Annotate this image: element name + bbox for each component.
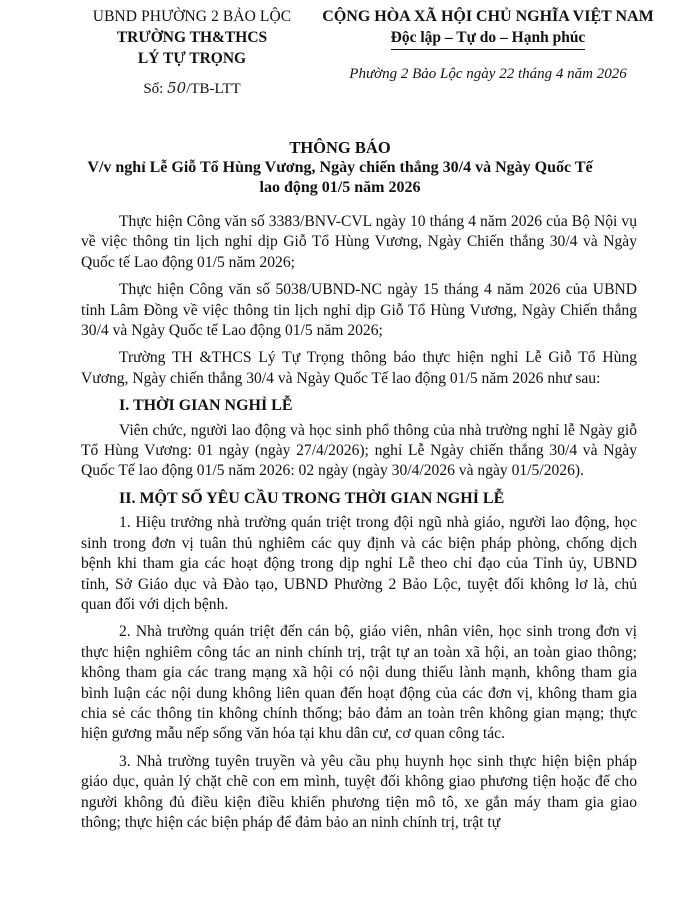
- national-motto: Độc lập – Tự do – Hạnh phúc: [391, 27, 586, 50]
- paragraph-requirement-3: 3. Nhà trường tuyên truyền và yêu cầu phụ huynh học sinh thực hiện biện pháp giáo dục, quản lý chặt chẽ con em mình, tuyệt đối không giao phương tiện hoặc để cho người không đủ điều kiện điều khiển phương tiện mô tô, xe gắn máy tham gia giao thông; thực hiện các biện pháp để đảm bảo an ninh chính trị, trật tự: [81, 752, 637, 831]
- document-subject-line1: V/v nghỉ Lễ Giỗ Tổ Hùng Vương, Ngày chiến thắng 30/4 và Ngày Quốc Tế: [87, 159, 593, 176]
- school-name-line1: TRƯỜNG TH&THCS: [116, 29, 268, 46]
- section-heading-1: I. THỜI GIAN NGHỈ LỄ: [119, 397, 293, 415]
- document-body: [81, 212, 637, 840]
- national-title: CỘNG HÒA XÃ HỘI CHỦ NGHĨA VIỆT NAM: [322, 8, 654, 25]
- paragraph-reference-2: Thực hiện Công văn số 5038/UBND-NC ngày 15 tháng 4 năm 2026 của UBND tỉnh Lâm Đồng về việc thông tin lịch nghỉ dịp Giỗ Tổ Hùng Vương, Ngày Chiến thắng 30/4 và Ngày Quốc tế Lao động 01/5 năm 2026;: [81, 281, 637, 340]
- national-header-block: [308, 6, 668, 85]
- document-number-value: 50: [167, 79, 187, 97]
- document-heading: THÔNG BÁO: [289, 138, 391, 157]
- document-number-prefix: Số:: [143, 81, 168, 97]
- section-heading-2: II. MỘT SỐ YÊU CẦU TRONG THỜI GIAN NGHỈ LỄ: [119, 489, 505, 507]
- document-subject-line2: lao động 01/5 năm 2026: [259, 179, 421, 196]
- document-number: [78, 78, 306, 100]
- paragraph-announcement: Trường TH &THCS Lý Tự Trọng thông báo thực hiện nghỉ Lễ Giỗ Tổ Hùng Vương, Ngày chiến thắng 30/4 và Ngày Quốc Tế lao động 01/5 năm 2026 như sau:: [81, 349, 637, 387]
- issuing-organization-block: [78, 6, 306, 100]
- parent-organization: UBND PHƯỜNG 2 BẢO LỘC: [92, 8, 292, 25]
- paragraph-requirement-1: 1. Hiệu trưởng nhà trường quán triệt trong đội ngũ nhà giáo, người lao động, học sinh trong đơn vị tuân thủ nghiêm các quy định và các biện pháp phòng, chống dịch bệnh khi tham gia các hoạt động trong dịp nghỉ Lễ theo chỉ đạo của Tỉnh ủy, UBND tỉnh, Sở Giáo dục và Đào tạo, UBND Phường 2 Bảo Lộc, tuyệt đối không lơ là, chủ quan đối với dịch bệnh.: [81, 514, 637, 613]
- place-and-date: [308, 64, 668, 85]
- place-date-prefix: Phường 2 Bảo Lộc ngày: [349, 66, 500, 82]
- paragraph-holiday-schedule: Viên chức, người lao động và học sinh phổ thông của nhà trường nghỉ lễ Ngày giỗ Tổ Hùng Vương: 01 ngày (ngày 27/4/2026); nghỉ Lễ Ngày chiến thắng 30/4 và Ngày Quốc Tế lao động 01/5 năm 2026: 02 ngày (ngày 30/4/2026 và ngày 01/5/2026).: [81, 421, 637, 480]
- document-number-suffix: /TB-LTT: [186, 81, 241, 97]
- place-date-suffix: tháng 4 năm 2026: [514, 66, 627, 82]
- school-name-line2: LÝ TỰ TRỌNG: [137, 50, 247, 67]
- document-title-block: [40, 138, 640, 198]
- paragraph-requirement-2: 2. Nhà trường quán triệt đến cán bộ, giáo viên, nhân viên, học sinh trong đơn vị thực hiện nghiêm công tác an ninh chính trị, trật tự an toàn xã hội, an toàn giao thông; không tham gia các trang mạng xã hội có nội dung thiếu lành mạnh, không tham gia bình luận các nội dung không liên quan đến hoạt động của các đơn vị, không tham gia chia sẻ các thông tin không chính thống; bảo đảm an toàn trên không gian mạng; thực hiện gương mẫu nếp sống văn hóa tại khu dân cư, cơ quan công tác.: [81, 623, 637, 743]
- paragraph-reference-1: Thực hiện Công văn số 3383/BNV-CVL ngày 10 tháng 4 năm 2026 của Bộ Nội vụ về việc thông tin lịch nghỉ dịp Giỗ Tổ Hùng Vương, Ngày Chiến thắng 30/4 và Ngày Quốc tế Lao động 01/5 năm 2026;: [81, 213, 637, 271]
- place-date-day: 22: [499, 66, 515, 82]
